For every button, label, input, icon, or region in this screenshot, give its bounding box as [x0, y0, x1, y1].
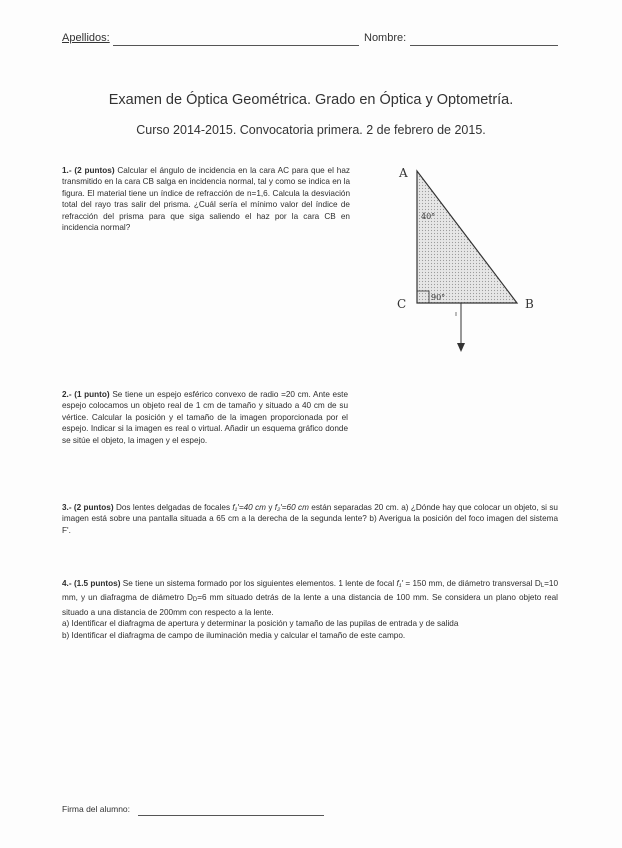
angle-c-label: 90°: [431, 293, 446, 302]
angle-a-label: 40°: [421, 212, 436, 221]
exam-title: Examen de Óptica Geométrica. Grado en Óptica y Optometría.: [108, 92, 514, 108]
question-4: 4.- (1.5 puntos) Se tiene un sistema formado por los siguientes elementos. 1 lente de focal f₁' = 150 mm, de diámetro transversal DL=10 mm, y un diafragma de diámetro DD=6 mm situado detrás de la lente a una distancia de 100 mm. Se considera un plano objeto real situado a una distancia de 200mm con respecto a la lente. a) Identificar el diafragma de apertura y determinar la posición y tamaño de las pupilas de entrada y de salida b) Identificar el diafragma de campo de iluminación media y calcular el tamaño de este campo.: [62, 579, 559, 640]
ray-arrow-icon: [457, 343, 465, 352]
vertex-a-label: A: [399, 166, 408, 180]
surname-line[interactable]: [113, 45, 359, 46]
exam-subtitle: Curso 2014-2015. Convocatoria primera. 2 de febrero de 2015.: [136, 123, 486, 137]
question-4-item-b: b) Identificar el diafragma de campo de iluminación media y calcular el tamaño de este campo.: [62, 630, 406, 640]
signature-line[interactable]: [138, 815, 324, 816]
signature-label: Firma del alumno:: [62, 804, 131, 814]
vertex-b-label: B: [525, 297, 534, 311]
prism-triangle: [417, 171, 517, 303]
surname-label: Apellidos:: [62, 32, 110, 44]
prism-figure: [385, 163, 545, 358]
question-2: 2.- (1 punto) Se tiene un espejo esférico convexo de radio =20 cm. Ante este espejo colocamos un objeto real de 1 cm de tamaño y situado a 40 cm de su vértice. Calcular la posición y el tamaño de la imagen proporcionada por el espejo. Indicar si la imagen es real o virtual. Añadir un esquema gráfico donde se sitúe el objeto, la imagen y el espejo.: [62, 390, 349, 445]
question-3: 3.- (2 puntos) Dos lentes delgadas de focales f₁'=40 cm y f₂'=60 cm están separadas 20 cm. a) ¿Dónde hay que colocar un objeto, si su imagen está sobre una pantalla situada a 65 cm a la derecha de la segunda lente? b) Averigua la posición del foco imagen del sistema F'.: [62, 503, 558, 535]
name-line[interactable]: [410, 45, 558, 46]
vertex-c-label: C: [397, 297, 407, 311]
question-1: 1.- (2 puntos) Calcular el ángulo de incidencia en la cara AC para que el haz transmitido en la cara CB salga en incidencia normal, tal y como se indica en la figura. El material tiene un índice de refracción de n=1,6. Calcula la desviación total del rayo tras salir del prisma. ¿Cuál sería el mínimo valor del índice de refracción del prisma para que siga saliendo el haz por la cara CB en incidencia normal?: [62, 166, 350, 233]
question-4-item-a: a) Identificar el diafragma de apertura y determinar la posición y tamaño de las pupilas de entrada y de salida: [62, 619, 459, 629]
name-label: Nombre:: [364, 32, 407, 44]
